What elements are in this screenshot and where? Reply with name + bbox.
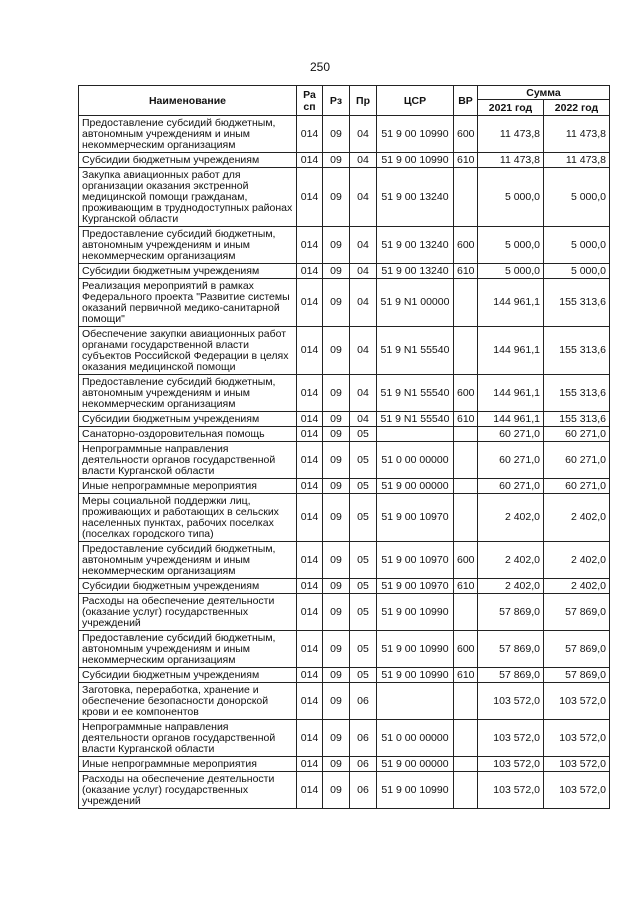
cell-amount-2021: 144 961,1 [478, 327, 544, 375]
cell-rz: 09 [323, 720, 350, 757]
cell-vr: 600 [454, 227, 478, 264]
cell-csr: 51 9 00 10990 [377, 668, 454, 683]
cell-pr: 04 [350, 153, 377, 168]
cell-csr: 51 9 00 10970 [377, 579, 454, 594]
cell-pr: 06 [350, 720, 377, 757]
header-vr: ВР [454, 86, 478, 116]
cell-name: Непрограммные направления деятельности органов государственной власти Курганской области [79, 720, 297, 757]
cell-rz: 09 [323, 772, 350, 809]
cell-rz: 09 [323, 668, 350, 683]
cell-rz: 09 [323, 683, 350, 720]
cell-name: Предоставление субсидий бюджетным, автономным учреждениям и иным некоммерческим организациям [79, 227, 297, 264]
cell-amount-2022: 57 869,0 [544, 594, 610, 631]
cell-csr: 51 9 00 10990 [377, 116, 454, 153]
cell-pr: 05 [350, 594, 377, 631]
cell-amount-2021: 57 869,0 [478, 668, 544, 683]
cell-pr: 04 [350, 116, 377, 153]
cell-vr: 610 [454, 668, 478, 683]
cell-csr: 51 0 00 00000 [377, 442, 454, 479]
cell-pr: 04 [350, 168, 377, 227]
cell-csr: 51 9 00 10990 [377, 772, 454, 809]
budget-table [78, 85, 610, 809]
cell-csr: 51 9 00 00000 [377, 479, 454, 494]
cell-name: Субсидии бюджетным учреждениям [79, 153, 297, 168]
cell-vr [454, 594, 478, 631]
cell-rz: 09 [323, 757, 350, 772]
cell-amount-2022: 155 313,6 [544, 375, 610, 412]
cell-rz: 09 [323, 479, 350, 494]
table-row [79, 264, 610, 279]
cell-rz: 09 [323, 153, 350, 168]
cell-rz: 09 [323, 227, 350, 264]
table-row [79, 153, 610, 168]
cell-amount-2022: 60 271,0 [544, 442, 610, 479]
cell-pr: 06 [350, 683, 377, 720]
cell-ra-sp: 014 [297, 227, 323, 264]
cell-name: Санаторно-оздоровительная помощь [79, 427, 297, 442]
cell-rz: 09 [323, 327, 350, 375]
cell-rz: 09 [323, 375, 350, 412]
cell-name: Субсидии бюджетным учреждениям [79, 412, 297, 427]
cell-amount-2021: 60 271,0 [478, 442, 544, 479]
cell-amount-2021: 2 402,0 [478, 494, 544, 542]
cell-rz: 09 [323, 494, 350, 542]
cell-rz: 09 [323, 427, 350, 442]
cell-vr: 610 [454, 412, 478, 427]
cell-rz: 09 [323, 631, 350, 668]
cell-name: Расходы на обеспечение деятельности (оказание услуг) государственных учреждений [79, 594, 297, 631]
cell-amount-2021: 2 402,0 [478, 542, 544, 579]
table-row [79, 227, 610, 264]
table-row [79, 668, 610, 683]
table-row [79, 479, 610, 494]
cell-ra-sp: 014 [297, 279, 323, 327]
cell-csr: 51 9 N1 55540 [377, 327, 454, 375]
cell-ra-sp: 014 [297, 264, 323, 279]
cell-ra-sp: 014 [297, 427, 323, 442]
cell-amount-2021: 144 961,1 [478, 375, 544, 412]
cell-csr: 51 9 00 13240 [377, 264, 454, 279]
cell-name: Меры социальной поддержки лиц, проживающих и работающих в сельских населенных пунктах, рабочих поселках (поселках городского типа) [79, 494, 297, 542]
cell-pr: 05 [350, 427, 377, 442]
cell-csr [377, 427, 454, 442]
cell-vr [454, 279, 478, 327]
cell-amount-2022: 2 402,0 [544, 542, 610, 579]
cell-ra-sp: 014 [297, 772, 323, 809]
cell-vr [454, 494, 478, 542]
cell-ra-sp: 014 [297, 494, 323, 542]
cell-csr: 51 9 00 10970 [377, 494, 454, 542]
cell-amount-2021: 103 572,0 [478, 772, 544, 809]
header-sum: Сумма [478, 86, 610, 100]
cell-amount-2021: 144 961,1 [478, 279, 544, 327]
cell-vr: 610 [454, 579, 478, 594]
cell-pr: 05 [350, 631, 377, 668]
cell-pr: 04 [350, 264, 377, 279]
cell-vr: 600 [454, 631, 478, 668]
cell-pr: 05 [350, 579, 377, 594]
cell-ra-sp: 014 [297, 579, 323, 594]
cell-amount-2021: 60 271,0 [478, 479, 544, 494]
table-row [79, 412, 610, 427]
cell-name: Расходы на обеспечение деятельности (оказание услуг) государственных учреждений [79, 772, 297, 809]
cell-csr: 51 9 00 13240 [377, 227, 454, 264]
cell-rz: 09 [323, 442, 350, 479]
table-row [79, 757, 610, 772]
cell-amount-2022: 57 869,0 [544, 668, 610, 683]
cell-vr [454, 427, 478, 442]
cell-rz: 09 [323, 412, 350, 427]
cell-csr: 51 9 N1 00000 [377, 279, 454, 327]
header-csr: ЦСР [377, 86, 454, 116]
cell-vr [454, 720, 478, 757]
header-name: Наименование [79, 86, 297, 116]
table-row [79, 279, 610, 327]
cell-vr [454, 168, 478, 227]
cell-csr: 51 9 00 10990 [377, 631, 454, 668]
table-row [79, 542, 610, 579]
cell-rz: 09 [323, 264, 350, 279]
cell-ra-sp: 014 [297, 479, 323, 494]
cell-name: Обеспечение закупки авиационных работ органами государственной власти субъектов Российской Федерации в целях оказания медицинской помощи [79, 327, 297, 375]
cell-ra-sp: 014 [297, 375, 323, 412]
cell-amount-2021: 5 000,0 [478, 264, 544, 279]
cell-pr: 05 [350, 542, 377, 579]
cell-name: Предоставление субсидий бюджетным, автономным учреждениям и иным некоммерческим организациям [79, 375, 297, 412]
cell-amount-2021: 103 572,0 [478, 720, 544, 757]
cell-amount-2021: 11 473,8 [478, 153, 544, 168]
table-row [79, 631, 610, 668]
cell-amount-2021: 57 869,0 [478, 631, 544, 668]
cell-pr: 05 [350, 442, 377, 479]
cell-amount-2021: 5 000,0 [478, 168, 544, 227]
cell-csr: 51 9 N1 55540 [377, 375, 454, 412]
table-header [79, 86, 610, 116]
cell-amount-2021: 57 869,0 [478, 594, 544, 631]
cell-vr [454, 683, 478, 720]
cell-ra-sp: 014 [297, 631, 323, 668]
cell-amount-2021: 5 000,0 [478, 227, 544, 264]
cell-ra-sp: 014 [297, 327, 323, 375]
cell-name: Непрограммные направления деятельности органов государственной власти Курганской области [79, 442, 297, 479]
cell-name: Иные непрограммные мероприятия [79, 479, 297, 494]
cell-csr: 51 9 00 13240 [377, 168, 454, 227]
cell-amount-2022: 2 402,0 [544, 579, 610, 594]
cell-ra-sp: 014 [297, 683, 323, 720]
cell-vr: 610 [454, 153, 478, 168]
cell-ra-sp: 014 [297, 412, 323, 427]
cell-ra-sp: 014 [297, 720, 323, 757]
cell-amount-2021: 11 473,8 [478, 116, 544, 153]
table-row [79, 116, 610, 153]
table-row [79, 720, 610, 757]
page-number: 250 [309, 60, 331, 74]
cell-csr: 51 9 00 10970 [377, 542, 454, 579]
cell-rz: 09 [323, 116, 350, 153]
cell-vr [454, 442, 478, 479]
cell-amount-2022: 103 572,0 [544, 683, 610, 720]
cell-name: Предоставление субсидий бюджетным, автономным учреждениям и иным некоммерческим организациям [79, 116, 297, 153]
cell-amount-2021: 144 961,1 [478, 412, 544, 427]
cell-vr: 600 [454, 542, 478, 579]
cell-csr: 51 9 00 10990 [377, 594, 454, 631]
table-row [79, 494, 610, 542]
cell-amount-2021: 103 572,0 [478, 757, 544, 772]
table-row [79, 579, 610, 594]
cell-amount-2022: 155 313,6 [544, 279, 610, 327]
cell-amount-2022: 5 000,0 [544, 168, 610, 227]
cell-csr: 51 9 00 00000 [377, 757, 454, 772]
cell-name: Предоставление субсидий бюджетным, автономным учреждениям и иным некоммерческим организациям [79, 542, 297, 579]
cell-amount-2021: 60 271,0 [478, 427, 544, 442]
cell-pr: 04 [350, 279, 377, 327]
cell-amount-2022: 155 313,6 [544, 327, 610, 375]
cell-vr [454, 479, 478, 494]
cell-amount-2021: 2 402,0 [478, 579, 544, 594]
cell-ra-sp: 014 [297, 168, 323, 227]
cell-ra-sp: 014 [297, 594, 323, 631]
cell-amount-2022: 60 271,0 [544, 427, 610, 442]
cell-ra-sp: 014 [297, 757, 323, 772]
cell-name: Реализация мероприятий в рамках Федерального проекта "Развитие системы оказаний первичной медико-санитарной помощи" [79, 279, 297, 327]
cell-name: Субсидии бюджетным учреждениям [79, 579, 297, 594]
table-row [79, 594, 610, 631]
cell-csr: 51 0 00 00000 [377, 720, 454, 757]
cell-amount-2022: 57 869,0 [544, 631, 610, 668]
table-row [79, 427, 610, 442]
cell-amount-2021: 103 572,0 [478, 683, 544, 720]
cell-csr [377, 683, 454, 720]
cell-vr: 610 [454, 264, 478, 279]
header-pr: Пр [350, 86, 377, 116]
cell-amount-2022: 11 473,8 [544, 153, 610, 168]
cell-rz: 09 [323, 168, 350, 227]
cell-vr [454, 757, 478, 772]
cell-csr: 51 9 00 10990 [377, 153, 454, 168]
table-row [79, 772, 610, 809]
cell-amount-2022: 155 313,6 [544, 412, 610, 427]
cell-name: Предоставление субсидий бюджетным, автономным учреждениям и иным некоммерческим организациям [79, 631, 297, 668]
cell-rz: 09 [323, 542, 350, 579]
cell-csr: 51 9 N1 55540 [377, 412, 454, 427]
cell-name: Субсидии бюджетным учреждениям [79, 668, 297, 683]
cell-rz: 09 [323, 594, 350, 631]
cell-pr: 05 [350, 494, 377, 542]
cell-amount-2022: 103 572,0 [544, 757, 610, 772]
header-ra-sp: Ра сп [297, 86, 323, 116]
cell-rz: 09 [323, 579, 350, 594]
table-row [79, 327, 610, 375]
cell-vr: 600 [454, 375, 478, 412]
cell-vr [454, 772, 478, 809]
cell-ra-sp: 014 [297, 542, 323, 579]
cell-amount-2022: 5 000,0 [544, 227, 610, 264]
cell-name: Заготовка, переработка, хранение и обеспечение безопасности донорской крови и ее компонентов [79, 683, 297, 720]
cell-pr: 04 [350, 375, 377, 412]
cell-rz: 09 [323, 279, 350, 327]
header-rz: Рз [323, 86, 350, 116]
cell-name: Субсидии бюджетным учреждениям [79, 264, 297, 279]
cell-amount-2022: 103 572,0 [544, 720, 610, 757]
cell-pr: 04 [350, 227, 377, 264]
cell-amount-2022: 103 572,0 [544, 772, 610, 809]
cell-pr: 04 [350, 327, 377, 375]
cell-pr: 05 [350, 479, 377, 494]
cell-name: Закупка авиационных работ для организации оказания экстренной медицинской помощи гражданам, проживающим в труднодоступных районах Курганской области [79, 168, 297, 227]
table-row [79, 168, 610, 227]
cell-vr [454, 327, 478, 375]
cell-ra-sp: 014 [297, 153, 323, 168]
cell-ra-sp: 014 [297, 116, 323, 153]
cell-pr: 06 [350, 772, 377, 809]
cell-amount-2022: 11 473,8 [544, 116, 610, 153]
cell-name: Иные непрограммные мероприятия [79, 757, 297, 772]
header-year-2022: 2022 год [544, 100, 610, 116]
cell-amount-2022: 2 402,0 [544, 494, 610, 542]
table-row [79, 375, 610, 412]
cell-pr: 04 [350, 412, 377, 427]
header-year-2021: 2021 год [478, 100, 544, 116]
cell-pr: 06 [350, 757, 377, 772]
cell-vr: 600 [454, 116, 478, 153]
cell-amount-2022: 5 000,0 [544, 264, 610, 279]
cell-amount-2022: 60 271,0 [544, 479, 610, 494]
cell-ra-sp: 014 [297, 442, 323, 479]
cell-pr: 05 [350, 668, 377, 683]
cell-ra-sp: 014 [297, 668, 323, 683]
table-row [79, 442, 610, 479]
table-body [79, 116, 610, 809]
table-row [79, 683, 610, 720]
